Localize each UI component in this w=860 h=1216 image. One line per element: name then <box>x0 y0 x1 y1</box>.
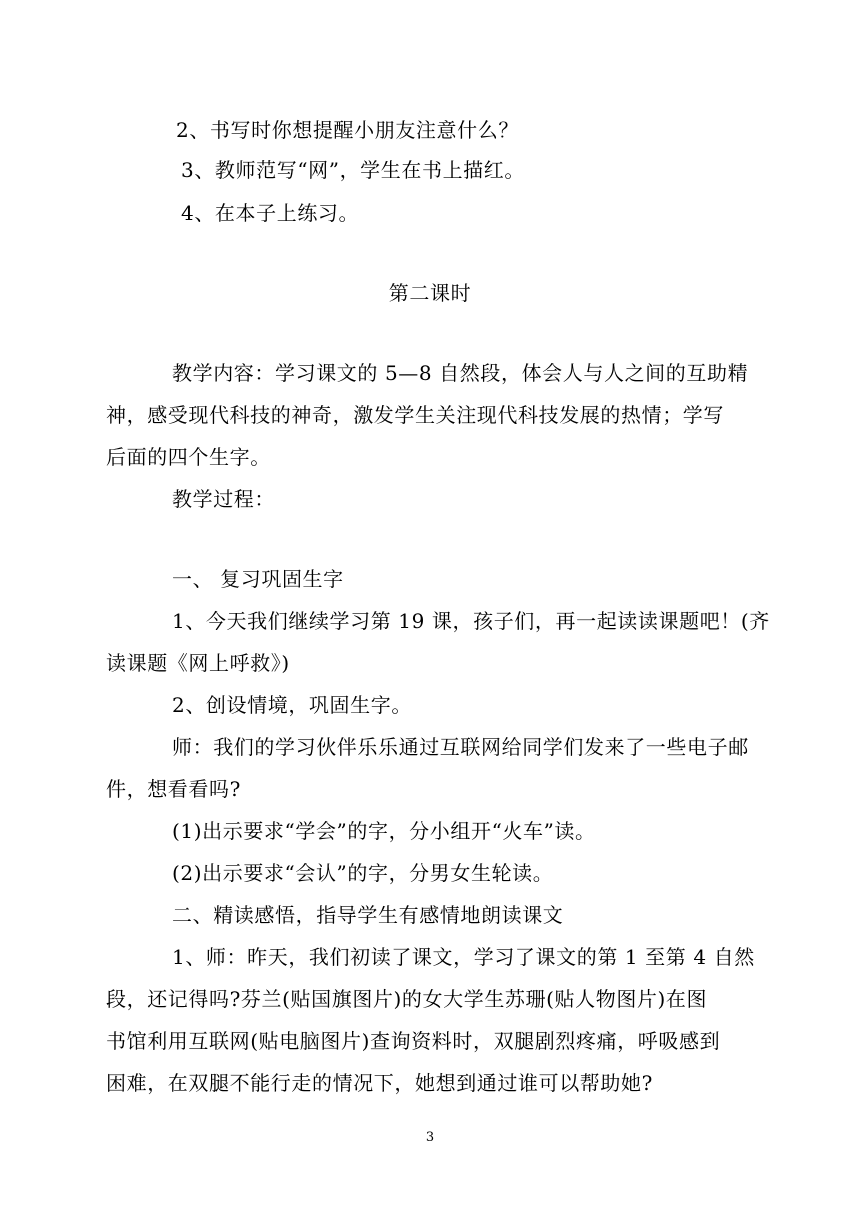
content-line-1: 教学内容：学习课文的 5—8 自然段，体会人与人之间的互助精 <box>172 361 749 385</box>
process-heading: 教学过程： <box>172 487 275 511</box>
step-3-line: 3、教师范写“网”，学生在书上描红。 <box>181 158 525 182</box>
content-line-3: 后面的四个生字。 <box>106 445 271 469</box>
teacher-line-1: 师：我们的学习伙伴乐乐通过互联网给同学们发来了一些电子邮 <box>172 735 749 759</box>
content-line-2: 神，感受现代科技的神奇，激发学生关注现代科技发展的热情；学写 <box>106 403 724 427</box>
part-2-heading: 二、精读感悟，指导学生有感情地朗读课文 <box>172 903 564 927</box>
scenario-line: 2、创设情境，巩固生字。 <box>172 693 412 717</box>
reading-line-2: 段，还记得吗?芬兰(贴国旗图片)的女大学生苏珊(贴人物图片)在图 <box>106 987 708 1011</box>
page-number: 3 <box>425 1130 435 1145</box>
part-1-heading: 一、 复习巩固生字 <box>172 567 344 591</box>
review-line-2: 读课题《网上呼救》) <box>106 651 290 675</box>
section-title: 第二课时 <box>388 281 472 305</box>
reading-line-4: 困难，在双腿不能行走的情况下，她想到通过谁可以帮助她? <box>106 1071 653 1095</box>
teacher-line-2: 件，想看看吗? <box>106 777 241 801</box>
reading-line-1: 1、师：昨天，我们初读了课文，学习了课文的第 1 至第 4 自然 <box>172 945 755 969</box>
reading-line-3: 书馆利用互联网(贴电脑图片)查询资料时，双腿剧烈疼痛，呼吸感到 <box>106 1029 721 1053</box>
step-2-line: 2、书写时你想提醒小朋友注意什么？ <box>176 118 519 142</box>
item-1-line: (1)出示要求“学会”的字，分小组开“火车”读。 <box>172 819 596 843</box>
review-line-1: 1、今天我们继续学习第 19 课，孩子们，再一起读读课题吧！(齐 <box>172 609 770 633</box>
step-4-line: 4、在本子上练习。 <box>181 201 360 225</box>
item-2-line: (2)出示要求“会认”的字，分男女生轮读。 <box>172 861 554 885</box>
